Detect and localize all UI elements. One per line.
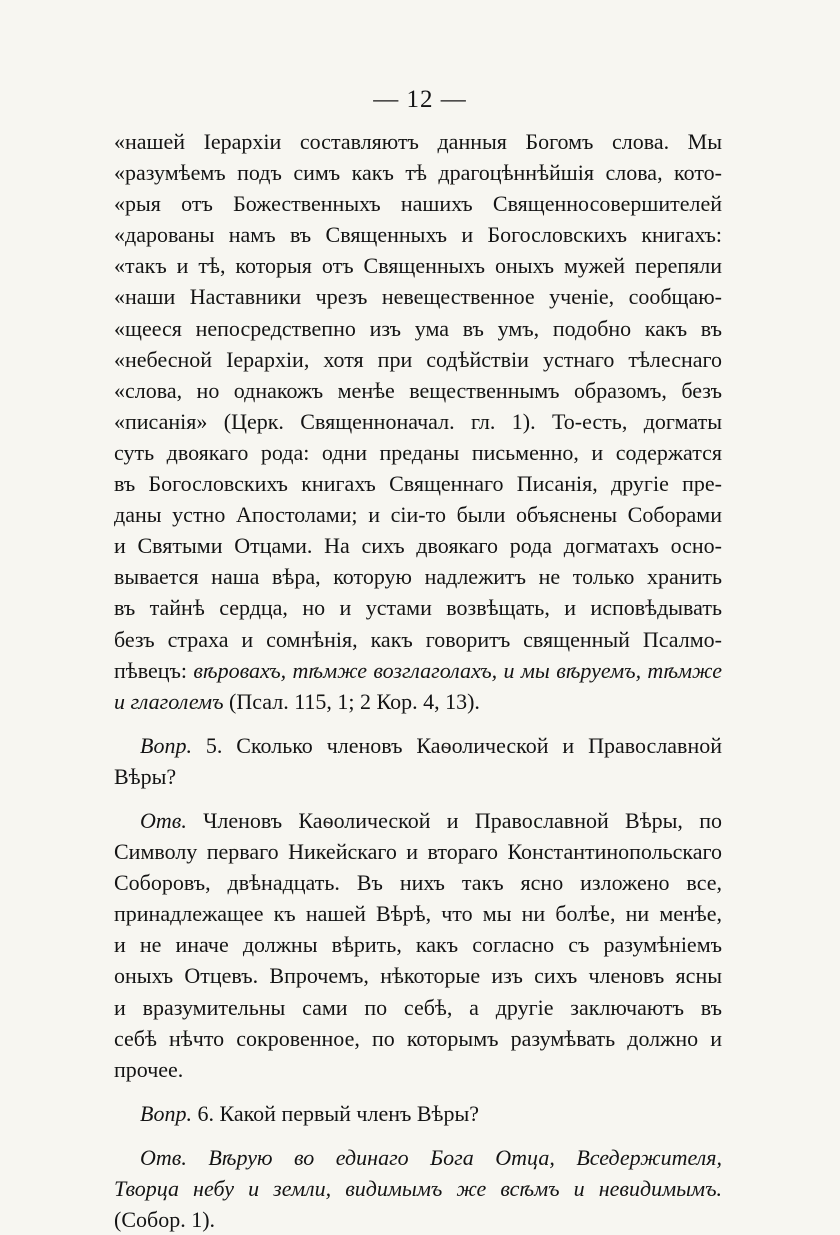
answer-6 (114, 1142, 722, 1235)
creed-line: Творца небу и земли, видимымъ же всѣмъ и невидимымъ. (114, 1176, 722, 1201)
text-line: «нашей Іерархіи составляютъ данныя Богомъ слова. Мы (114, 129, 722, 154)
text-line: «небесной Іерархіи, хотя при содѣйствіи устнаго тѣлеснаго (114, 346, 722, 372)
creed-text: Вѣрую во единаго Бога Отца, Вседержителя, (186, 1144, 722, 1170)
text-line: Соборовъ, двѣнадцать. Въ нихъ такъ ясно изложено все, (114, 870, 722, 896)
question-label: Вопр. (140, 732, 192, 758)
text-line: «разумѣемъ подъ симъ какъ тѣ драгоцѣннѣйшія слова, кото- (114, 160, 722, 186)
text-line: «щееся непосредствепно изъ ума въ умъ, подобно какъ въ (114, 315, 722, 341)
answer-5 (114, 805, 722, 1085)
answer-label: Отв. (140, 1144, 187, 1170)
psalm-quote: вѣровахъ, тѣмже возглаголахъ, и мы вѣруемъ, тѣмже (193, 657, 722, 683)
text-line: «рыя отъ Божественныхъ нашихъ Священносовершителей (114, 191, 722, 217)
text-line (114, 1142, 722, 1173)
text-line: Символу перваго Никейскаго и втораго Константинопольскаго (114, 839, 722, 865)
text-line: «наши Наставники чрезъ невещественное ученіе, сообщаю- (114, 284, 722, 310)
text-line: «такъ и тѣ, которыя отъ Священныхъ оныхъ мужей перепяли (114, 253, 722, 279)
text-line (114, 655, 722, 686)
psalm-prefix: пѣвецъ: (114, 657, 194, 683)
question-6 (114, 1098, 722, 1129)
text-line: суть двоякаго рода: одни преданы письменно, и содержатся (114, 439, 722, 465)
text-line (114, 805, 722, 836)
psalm-quote-end: и глаголемъ (114, 688, 224, 714)
question-text: 6. Какой первый членъ Вѣры? (191, 1100, 480, 1126)
text-line (114, 686, 722, 717)
text-line: Вѣры? (114, 763, 177, 789)
answer-label: Отв. (140, 807, 187, 833)
text-line (114, 730, 722, 761)
text-line: «дарованы намъ въ Священныхъ и Богословскихъ книгахъ: (114, 222, 722, 248)
text-line: «писанія» (Церк. Священноначал. гл. 1). То-есть, догматы (114, 408, 722, 434)
text-line: «слова, но однакожъ менѣе вещественнымъ образомъ, безъ (114, 377, 722, 403)
text-line (114, 1098, 722, 1129)
text-line: и Святыми Отцами. На сихъ двоякаго рода догматахъ осно- (114, 533, 722, 559)
page-number: — 12 — (373, 86, 467, 113)
question-5 (114, 730, 722, 792)
text-line: принадлежащее къ нашей Вѣрѣ, что мы ни болѣе, ни менѣе, (114, 901, 722, 927)
psalm-reference: (Псал. 115, 1; 2 Кор. 4, 13). (223, 688, 480, 714)
text-line: вывается наша вѣра, которую надлежитъ не только хранить (114, 564, 722, 590)
question-label: Вопр. (140, 1100, 192, 1126)
text-line: и не иначе должны вѣрить, какъ согласно съ разумѣніемъ (114, 932, 722, 958)
paragraph-quote (114, 126, 722, 717)
text-line: прочее. (114, 1056, 184, 1082)
question-text: 5. Сколько членовъ Каѳолической и Православной (191, 732, 722, 758)
text-line: въ Богословскихъ книгахъ Священнаго Писанія, другіе пре- (114, 471, 722, 497)
answer-text: Членовъ Каѳолической и Православной Вѣры, по (186, 807, 722, 833)
text-block (114, 126, 722, 1235)
text-line: безъ страха и сомнѣнія, какъ говоритъ священный Псалмо- (114, 626, 722, 652)
text-line: даны устно Апостолами; и сіи-то были объяснены Соборами (114, 502, 722, 528)
text-line: оныхъ Отцевъ. Впрочемъ, нѣкоторые изъ сихъ членовъ ясны (114, 963, 722, 989)
text-line: и вразумительны сами по себѣ, а другіе заключаютъ въ (114, 994, 722, 1020)
text-line: себѣ нѣчто сокровенное, по которымъ разумѣвать должно и (114, 1025, 722, 1051)
text-line: въ тайнѣ сердца, но и устами возвѣщать, и исповѣдывать (114, 595, 722, 621)
text-line: (Собор. 1). (114, 1207, 216, 1233)
